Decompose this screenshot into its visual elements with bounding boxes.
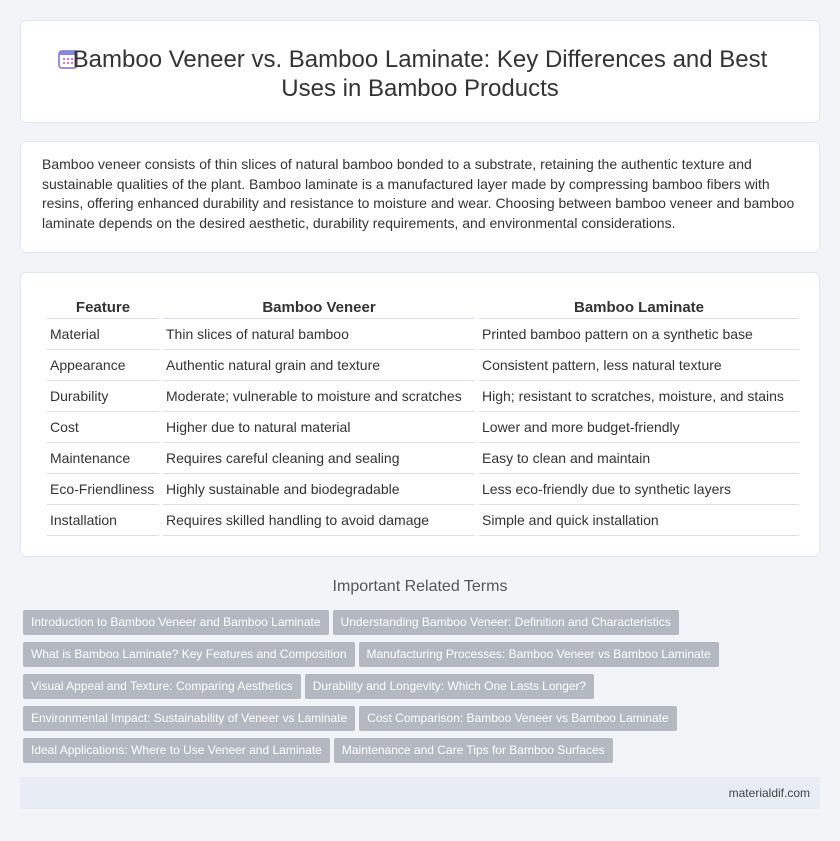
veneer-cell: Requires careful cleaning and sealing [163,443,475,474]
table-header-row [47,297,799,319]
row-label: Material [47,319,159,350]
table-row [47,381,799,412]
header-bamboo-veneer: Bamboo Veneer [163,297,475,319]
veneer-cell: Requires skilled handling to avoid damage [163,505,475,536]
related-term-link[interactable]: Visual Appeal and Texture: Comparing Aesthetics [23,674,301,699]
related-term-link[interactable]: Environmental Impact: Sustainability of Veneer vs Laminate [23,706,355,731]
row-label: Eco-Friendliness [47,474,159,505]
row-label: Installation [47,505,159,536]
related-term-link[interactable]: Durability and Longevity: Which One Lasts Longer? [305,674,595,699]
header-feature: Feature [47,297,159,319]
veneer-cell: Thin slices of natural bamboo [163,319,475,350]
table-row [47,319,799,350]
laminate-cell: Printed bamboo pattern on a synthetic base [479,319,799,350]
laminate-cell: Consistent pattern, less natural texture [479,350,799,381]
footer-bar [20,777,820,809]
veneer-cell: Higher due to natural material [163,412,475,443]
laminate-cell: Easy to clean and maintain [479,443,799,474]
table-row [47,350,799,381]
table-row [47,412,799,443]
header-bamboo-laminate: Bamboo Laminate [479,297,799,319]
related-term-link[interactable]: Introduction to Bamboo Veneer and Bamboo Laminate [23,610,329,635]
intro-card [20,141,820,253]
related-term-link[interactable]: Cost Comparison: Bamboo Veneer vs Bamboo Laminate [359,706,677,731]
laminate-cell: Simple and quick installation [479,505,799,536]
title-card [20,20,820,123]
row-label: Durability [47,381,159,412]
laminate-cell: Less eco-friendly due to synthetic layers [479,474,799,505]
veneer-cell: Moderate; vulnerable to moisture and scratches [163,381,475,412]
laminate-cell: Lower and more budget-friendly [479,412,799,443]
table-row [47,474,799,505]
comparison-table-card [20,272,820,557]
veneer-cell: Authentic natural grain and texture [163,350,475,381]
table-row [47,443,799,474]
page-title: Bamboo Veneer vs. Bamboo Laminate: Key Differences and Best Uses in Bamboo Products [72,46,768,102]
table-row [47,505,799,536]
row-label: Cost [47,412,159,443]
related-terms-heading: Important Related Terms [332,578,508,595]
site-link[interactable]: materialdif.com [728,786,810,800]
row-label: Maintenance [47,443,159,474]
row-label: Appearance [47,350,159,381]
related-term-link[interactable]: What is Bamboo Laminate? Key Features and Composition [23,642,355,667]
related-term-link[interactable]: Understanding Bamboo Veneer: Definition and Characteristics [333,610,679,635]
intro-paragraph: Bamboo veneer consists of thin slices of natural bamboo bonded to a substrate, retaining the authentic texture and sustainable qualities of the plant. Bamboo laminate is a manufactured layer made by compressing bamboo fibers with resins, offering enhanced durability and resistance to moisture and wear. Choosing between bamboo veneer and bamboo laminate depends on the desired aesthetic, durability requirements, and environmental considerations. [42,156,795,231]
related-term-link[interactable]: Manufacturing Processes: Bamboo Veneer vs Bamboo Laminate [359,642,719,667]
veneer-cell: Highly sustainable and biodegradable [163,474,475,505]
related-term-link[interactable]: Ideal Applications: Where to Use Veneer and Laminate [23,738,330,763]
related-term-link[interactable]: Maintenance and Care Tips for Bamboo Surfaces [334,738,613,763]
comparison-table [43,297,803,536]
laminate-cell: High; resistant to scratches, moisture, and stains [479,381,799,412]
related-terms-list [23,610,743,770]
